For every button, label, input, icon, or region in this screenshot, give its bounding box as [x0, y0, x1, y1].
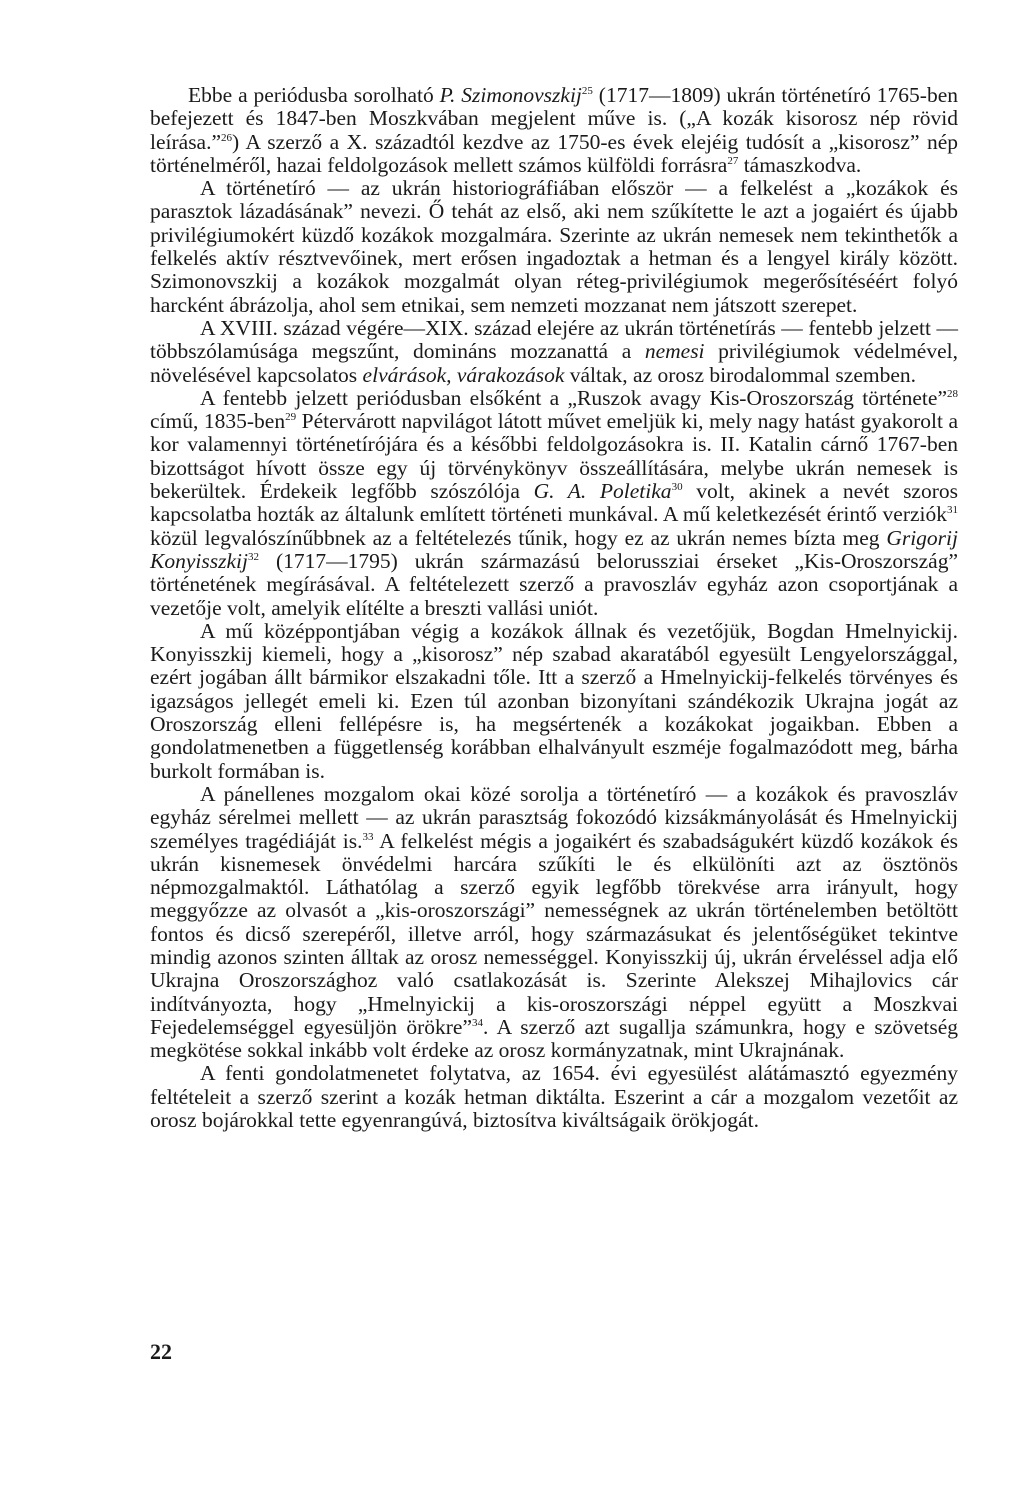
italic-text: Grigorij Konyisszkij	[150, 525, 958, 573]
footnote-ref: 32	[247, 550, 259, 563]
footnote-ref: 28	[947, 387, 958, 400]
italic-text: elvárások, várakozások	[362, 362, 565, 387]
paragraph	[150, 783, 958, 1063]
text-run: A pánellenes mozgalom okai közé sorolja a történetíró — a kozákok és pravoszláv egyház sérelmei mellett — az ukrán parasztság fokozódó kizsákmányolását és Hmelnyickij személyes tragédiáját is.	[150, 781, 958, 853]
text-run: ) A szerző a X. századtól kezdve az 1750-es évek elejéig tudósít a „kisorosz” nép történelméről, hazai feldolgozások mellett számos külföldi forrásra	[150, 129, 958, 177]
text-run: A felkelést mégis a jogaikért és szabadságukért küzdő kozákok és ukrán kisnemesek önvédelmi harcára szűkíti le és elkülöníti azt az ösztönös népmozgalmaktól. Láthatólag a szerző egyik legfőbb törekvése arra irányult, hogy meggyőzze az olvasót a „kis-oroszországi” nemességnek az ukrán történelemben betöltött fontos és dicső szerepéről, illetve arról, hogy származásukat és jelentőségüket tekintve mindig azonos szinten álltak az orosz nemességgel. Konyisszkij új, ukrán érveléssel adja elő Ukrajna Oroszországhoz való csatlakozását is. Szerinte Alekszej Mihajlovics cár indítványozta, hogy „Hmelnyickij a kis-oroszországi néppel együtt a Moszkvai Fejedelemséggel egyesüljön örökre”	[150, 828, 958, 1039]
text-run: A mű középpontjában végig a kozákok állnak és vezetőjük, Bogdan Hmelnyickij. Konyisszkij kiemeli, hogy a „kisorosz” nép szabad akaratából egyesült Lengyelországgal, ezért jogában állt bármikor elszakadni tőle. Itt a szerző a Hmelnyickij-felkelés törvényes és igazságos jellegét emeli ki. Ezen túl azonban bizonyítani szándékozik Ukrajna jogát az Oroszország elleni fellépésre is, ha megsértenék a kozákokat jogaikban. Ebben a gondolatmenetben a függetlenség korábban elhalványult eszméje fogalmazódott meg, bárha burkolt formában is.	[150, 618, 958, 783]
text-run: című, 1835-ben	[150, 409, 286, 434]
text-run: váltak, az orosz birodalommal szemben.	[564, 362, 917, 387]
page-body	[150, 84, 958, 1132]
text-run: közül legvalószínűbbnek az a feltételezés tűnik, hogy ez az ukrán nemes bízta meg	[150, 525, 887, 550]
page-number: 22	[150, 1339, 172, 1364]
footnote-ref: 25	[581, 84, 593, 97]
italic-text: P. Szimonovszkij	[439, 83, 582, 107]
footnote-ref: 33	[362, 830, 374, 843]
text-run: privilégiumok védelmével, növelésével kapcsolatos	[150, 339, 958, 387]
italic-text: nemesi	[644, 339, 705, 364]
paragraph	[150, 317, 958, 387]
footnote-ref: 27	[727, 154, 739, 167]
text-run: A fentebb jelzett periódusban elsőként a „Ruszok avagy Kis-Oroszország története”	[200, 385, 947, 410]
footnote-ref: 29	[285, 411, 297, 423]
text-run: A fenti gondolatmenetet folytatva, az 1654. évi egyesülést alátámasztó egyezmény feltételeit a szerző szerint a kozák hetman diktálta. Eszerint a cár a mozgalom vezetőit az orosz bojárokkal tette egyenrangúvá, biztosítva kiváltságaik örökjogát.	[150, 1061, 958, 1133]
italic-text: G. A. Poletika	[533, 479, 672, 504]
footnote-ref: 34	[472, 1016, 484, 1029]
footnote-ref: 26	[221, 131, 233, 144]
text-run: volt, akinek a nevét szoros kapcsolatba hozták az általunk említett történeti munkával. A mű keletkezését érintő verziók	[150, 479, 959, 527]
text-run: (1717—1795) ukrán származású belorussziai érseket „Kis-Oroszország” történetének megírásával. A feltételezett szerző a pravoszláv egyház azon csoportjának a vezetője volt, amelyik elítélte a breszti vallási uniót.	[150, 548, 958, 620]
footnote-ref: 31	[947, 504, 958, 517]
text-run: A történetíró — az ukrán historiográfiában először — a felkelést a „kozákok és parasztok lázadásának” nevezi. Ő tehát az első, aki nem szűkítette le azt a jogaiért és újabb privilégiumokért küzdő kozákok mozgalmára. Szerinte az ukrán nemesek nem tekinthetők a felkelés aktív résztvevőinek, mert erősen ingadoztak a hetman és a lengyel király között. Szimonovszkij a kozákok mozgalmát olyan réteg-privilégiumok megerősítéséért folyó harcként ábrázolja, ahol sem etnikai, sem nemzeti mozzanat nem játszott szerepet.	[150, 176, 958, 317]
paragraph	[150, 387, 958, 620]
footnote-ref: 30	[671, 480, 683, 493]
paragraph	[150, 620, 958, 783]
text-run: Pétervárott napvilágot látott művet emeljük ki, mely nagy hatást gyakorolt a kor valamennyi történetírójára és a későbbi feldolgozásokra is. II. Katalin cárnő 1767-ben bizottságot hívott össze egy új törvénykönyv összeállítására, melybe ukrán nemesek is bekerültek. Érdekeik legfőbb szószólója	[150, 409, 958, 504]
text-run: A XVIII. század végére—XIX. század elejére az ukrán történetírás — fentebb jelzett — többszólamúsága megszűnt, domináns mozzanattá a	[150, 315, 958, 364]
text-run: . A szerző azt sugallja számunkra, hogy e szövetség megkötése sokkal inkább volt érdeke az orosz kormányzatnak, mint Ukrajnának.	[150, 1014, 959, 1063]
text-run: támaszkodva.	[738, 152, 862, 177]
paragraph	[150, 84, 958, 177]
paragraph	[150, 1062, 958, 1132]
paragraph	[150, 177, 958, 317]
text-run: Ebbe a periódusba sorolható	[188, 83, 440, 107]
text-run: (1717—1809) ukrán történetíró 1765-ben befejezett és 1847-ben Moszkvában megjelent művе is. („A kozák kisorosz nép rövid leírása.”	[150, 83, 958, 154]
